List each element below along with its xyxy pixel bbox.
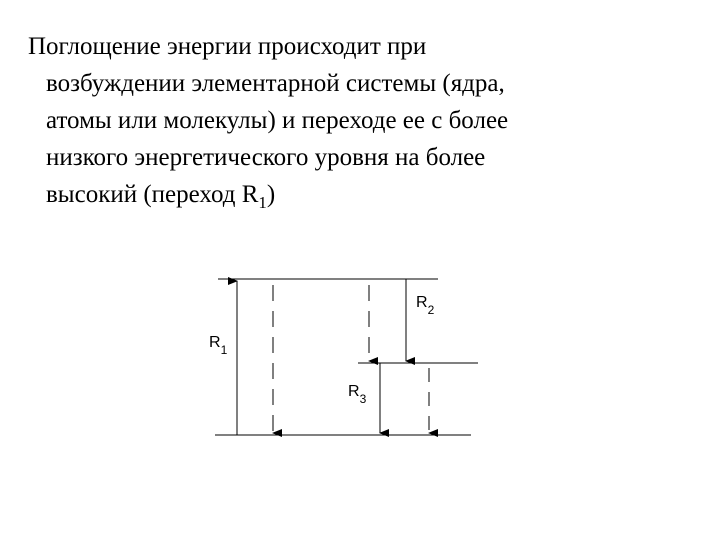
label-r1-sub: 1	[220, 343, 228, 357]
paragraph-line-5-end: )	[266, 181, 276, 208]
paragraph-line-5-subscript: 1	[258, 193, 267, 212]
paragraph-line-4: низкого энергетического уровня на более	[46, 144, 486, 171]
label-r2	[416, 294, 435, 317]
label-r1-main: R	[209, 334, 221, 351]
label-r3	[348, 383, 367, 406]
label-r2-sub: 2	[427, 303, 435, 317]
paragraph-line-3: атомы или молекулы) и переходе ее с более	[46, 107, 509, 134]
paragraph-line-1: Поглощение энергии происходит при	[28, 33, 427, 60]
label-r1	[209, 334, 228, 357]
label-r2-main: R	[416, 294, 428, 311]
paragraph-line-5-text: высокий (переход R	[46, 181, 259, 208]
paragraph-line-2: возбуждении элементарной системы (ядра,	[46, 70, 505, 97]
label-r3-main: R	[348, 383, 360, 400]
label-r3-sub: 3	[359, 392, 367, 406]
